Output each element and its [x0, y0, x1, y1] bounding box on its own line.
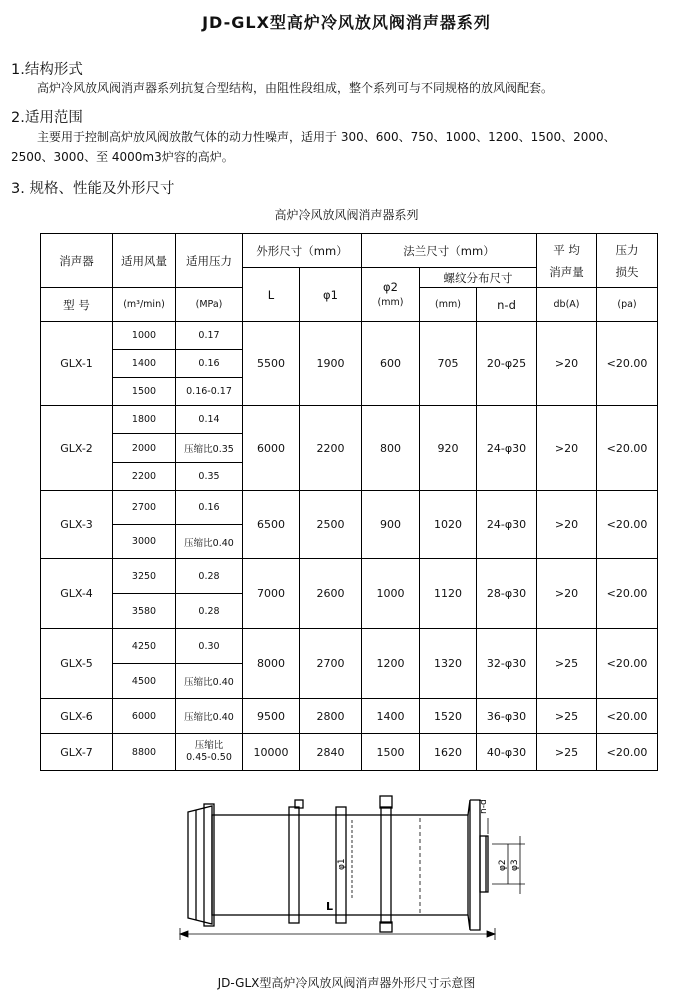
section-2-text-line2: 2500、3000、至 4000m3炉容的高炉。: [11, 150, 234, 164]
row-nd: 40-φ30: [477, 734, 537, 771]
header-model-line1: 消声器: [41, 234, 113, 288]
row-L: 6500: [243, 491, 300, 559]
row-flow: 8800: [113, 734, 176, 771]
row-L: 7000: [243, 559, 300, 629]
row-phi2: 800: [362, 406, 420, 491]
row-loss: <20.00: [597, 629, 658, 699]
row-pressure: 0.14: [176, 406, 243, 434]
row-flow: 2700: [113, 491, 176, 525]
row-pressure: 0.16: [176, 491, 243, 525]
dimension-L-label: L: [326, 900, 334, 913]
row-bolt: 1620: [420, 734, 477, 771]
row-pressure: [176, 734, 243, 771]
header-bolt: 螺纹分布尺寸: [420, 268, 537, 288]
row-flow: 1500: [113, 378, 176, 406]
header-avg-line1: 平 均 消声量: [537, 234, 597, 288]
row-phi1: 2500: [300, 491, 362, 559]
dimension-nd-label: n-d: [479, 799, 489, 814]
spec-table: [40, 233, 658, 771]
row-model: GLX-4: [41, 559, 113, 629]
row-loss: <20.00: [597, 491, 658, 559]
row-db: >25: [537, 699, 597, 734]
row-model: GLX-2: [41, 406, 113, 491]
row-phi1: 2600: [300, 559, 362, 629]
row-bolt: 705: [420, 322, 477, 406]
row-bolt: 1120: [420, 559, 477, 629]
row-db: >20: [537, 559, 597, 629]
header-loss-line3: (pa): [597, 288, 658, 322]
row-bolt: 1020: [420, 491, 477, 559]
row-phi1: 2840: [300, 734, 362, 771]
row-L: 8000: [243, 629, 300, 699]
row-pressure: 0.16: [176, 350, 243, 378]
row-phi2: 1200: [362, 629, 420, 699]
row-pressure: 0.28: [176, 594, 243, 629]
row-pressure: 压缩比0.40: [176, 525, 243, 559]
row-flow: 2000: [113, 434, 176, 463]
header-pressure-unit: (MPa): [176, 288, 243, 322]
dimension-phi1-label: φ1: [337, 858, 347, 870]
row-model: GLX-1: [41, 322, 113, 406]
header-L: L: [243, 268, 300, 322]
row-flow: 1000: [113, 322, 176, 350]
row-nd: 32-φ30: [477, 629, 537, 699]
document-title: JD-GLX型高炉冷风放风阀消声器系列: [202, 13, 491, 32]
row-pressure: 压缩比0.35: [176, 434, 243, 463]
row-phi2: 1400: [362, 699, 420, 734]
row-db: >20: [537, 491, 597, 559]
row-pressure: 压缩比0.40: [176, 699, 243, 734]
header-flow-unit: (m³/min): [113, 288, 176, 322]
row-db: >20: [537, 322, 597, 406]
silencer-outline-drawing: [0, 778, 693, 994]
section-1-heading: 1.结构形式: [11, 62, 83, 78]
row-flow: 6000: [113, 699, 176, 734]
row-model: GLX-6: [41, 699, 113, 734]
row-nd: 24-φ30: [477, 406, 537, 491]
section-2-text-line1: 主要用于控制高炉放风阀放散气体的动力性噪声，适用于 300、600、750、1000、1200、1500、2000、: [37, 130, 616, 144]
header-flow: 适用风量: [113, 234, 176, 288]
header-flange-dims: 法兰尺寸（mm）: [362, 234, 537, 268]
table-caption: 高炉冷风放风阀消声器系列: [274, 208, 419, 222]
flange-ring: [381, 807, 391, 923]
dimension-phi3-label: φ3: [510, 859, 520, 871]
row-L: 10000: [243, 734, 300, 771]
row-loss: <20.00: [597, 322, 658, 406]
section-2-heading: 2.适用范围: [11, 110, 83, 126]
header-nd: n-d: [477, 288, 537, 322]
row-flow: 3000: [113, 525, 176, 559]
row-L: 9500: [243, 699, 300, 734]
row-flow: 3580: [113, 594, 176, 629]
row-pressure-line1: 压缩比: [194, 740, 224, 751]
row-nd: 36-φ30: [477, 699, 537, 734]
header-outer-dims: 外形尺寸（mm）: [243, 234, 362, 268]
row-nd: 24-φ30: [477, 491, 537, 559]
row-phi2: 1500: [362, 734, 420, 771]
row-phi2: 600: [362, 322, 420, 406]
row-loss: <20.00: [597, 559, 658, 629]
row-nd: 20-φ25: [477, 322, 537, 406]
row-pressure: 0.30: [176, 629, 243, 664]
row-pressure: 0.35: [176, 463, 243, 491]
row-pressure-line2: 0.45-0.50: [186, 752, 232, 763]
row-model: GLX-5: [41, 629, 113, 699]
header-pressure: 适用压力: [176, 234, 243, 288]
header-phi2: φ2 (mm): [362, 268, 420, 322]
row-nd: 28-φ30: [477, 559, 537, 629]
lug: [380, 796, 392, 808]
row-pressure: 压缩比0.40: [176, 664, 243, 699]
row-model: GLX-3: [41, 491, 113, 559]
row-bolt: 1320: [420, 629, 477, 699]
row-db: >25: [537, 629, 597, 699]
row-flow: 4500: [113, 664, 176, 699]
row-flow: 1800: [113, 406, 176, 434]
row-bolt: 1520: [420, 699, 477, 734]
inlet-bell: [188, 806, 212, 924]
header-avg-line3: db(A): [537, 288, 597, 322]
row-L: 5500: [243, 322, 300, 406]
row-pressure: 0.28: [176, 559, 243, 594]
header-model-line2: 型 号: [41, 288, 113, 322]
row-phi2: 900: [362, 491, 420, 559]
row-phi1: 2200: [300, 406, 362, 491]
row-loss: <20.00: [597, 406, 658, 491]
dimension-phi2-label: φ2: [498, 859, 508, 871]
section-1-text: 高炉冷风放风阀消声器系列抗复合型结构，由阻性段组成，整个系列可与不同规格的放风阀配套。: [37, 81, 554, 95]
section-3-heading: 3. 规格、性能及外形尺寸: [11, 181, 175, 197]
row-phi1: 2700: [300, 629, 362, 699]
header-phi1: φ1: [300, 268, 362, 322]
header-bolt-unit: (mm): [420, 288, 477, 322]
row-phi2: 1000: [362, 559, 420, 629]
row-pressure: 0.16-0.17: [176, 378, 243, 406]
row-flow: 3250: [113, 559, 176, 594]
header-loss-line1: 压力 损失: [597, 234, 658, 288]
row-bolt: 920: [420, 406, 477, 491]
row-flow: 4250: [113, 629, 176, 664]
row-flow: 2200: [113, 463, 176, 491]
outlet-flange: [480, 836, 488, 892]
row-phi1: 2800: [300, 699, 362, 734]
row-loss: <20.00: [597, 699, 658, 734]
row-model: GLX-7: [41, 734, 113, 771]
row-loss: <20.00: [597, 734, 658, 771]
row-pressure: 0.17: [176, 322, 243, 350]
row-L: 6000: [243, 406, 300, 491]
flange-ring: [289, 807, 299, 923]
row-db: >25: [537, 734, 597, 771]
row-db: >20: [537, 406, 597, 491]
row-flow: 1400: [113, 350, 176, 378]
figure-caption: JD-GLX型高炉冷风放风阀消声器外形尺寸示意图: [217, 976, 476, 990]
row-phi1: 1900: [300, 322, 362, 406]
